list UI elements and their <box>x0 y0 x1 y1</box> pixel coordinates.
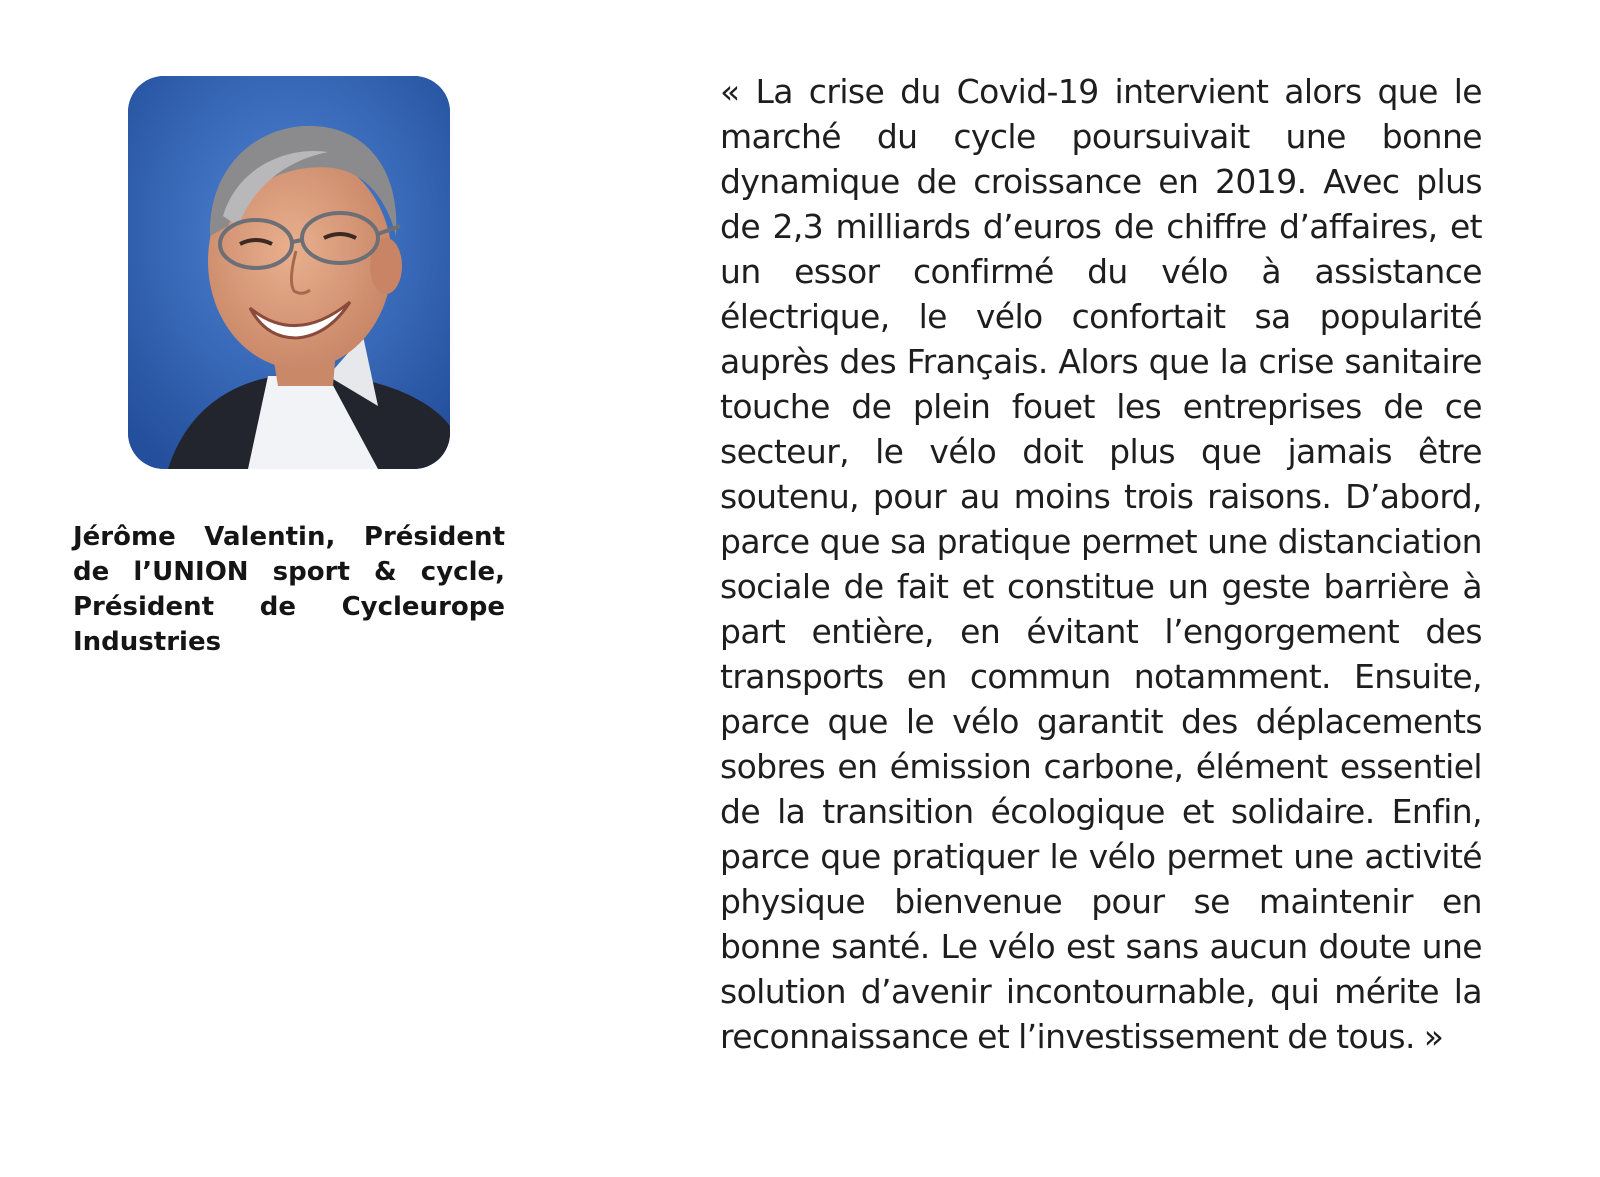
portrait-photo <box>128 76 450 469</box>
quote-text: « La crise du Covid-19 intervient alors que le marché du cycle poursuivait une bonne dynamique de croissance en 2019. Avec plus de 2,3 milliards d’euros de chiffre d’affaires, et un essor confirmé du vélo à assistance électrique, le vélo confortait sa popularité auprès des Français. Alors que la crise sanitaire touche de plein fouet les entreprises de ce secteur, le vélo doit plus que jamais être soutenu, pour au moins trois raisons. D’abord, parce que sa pratique permet une distanciation sociale de fait et constitue un geste barrière à part entière, en évitant l’engorgement des transports en commun notamment. Ensuite, parce que le vélo garantit des déplacements sobres en émission carbone, élément essentiel de la transition écologique et solidaire. Enfin, parce que pratiquer le vélo permet une activité physique bienvenue pour se maintenir en bonne santé. Le vélo est sans aucun doute une solution d’avenir incontournable, qui mérite la reconnaissance et l’investissement de tous. » <box>720 72 1482 1056</box>
portrait-caption: Jérôme Valentin, Président de l’UNION sport & cycle, Président de Cycleurope Industries <box>73 522 505 657</box>
portrait-illustration <box>128 76 450 469</box>
